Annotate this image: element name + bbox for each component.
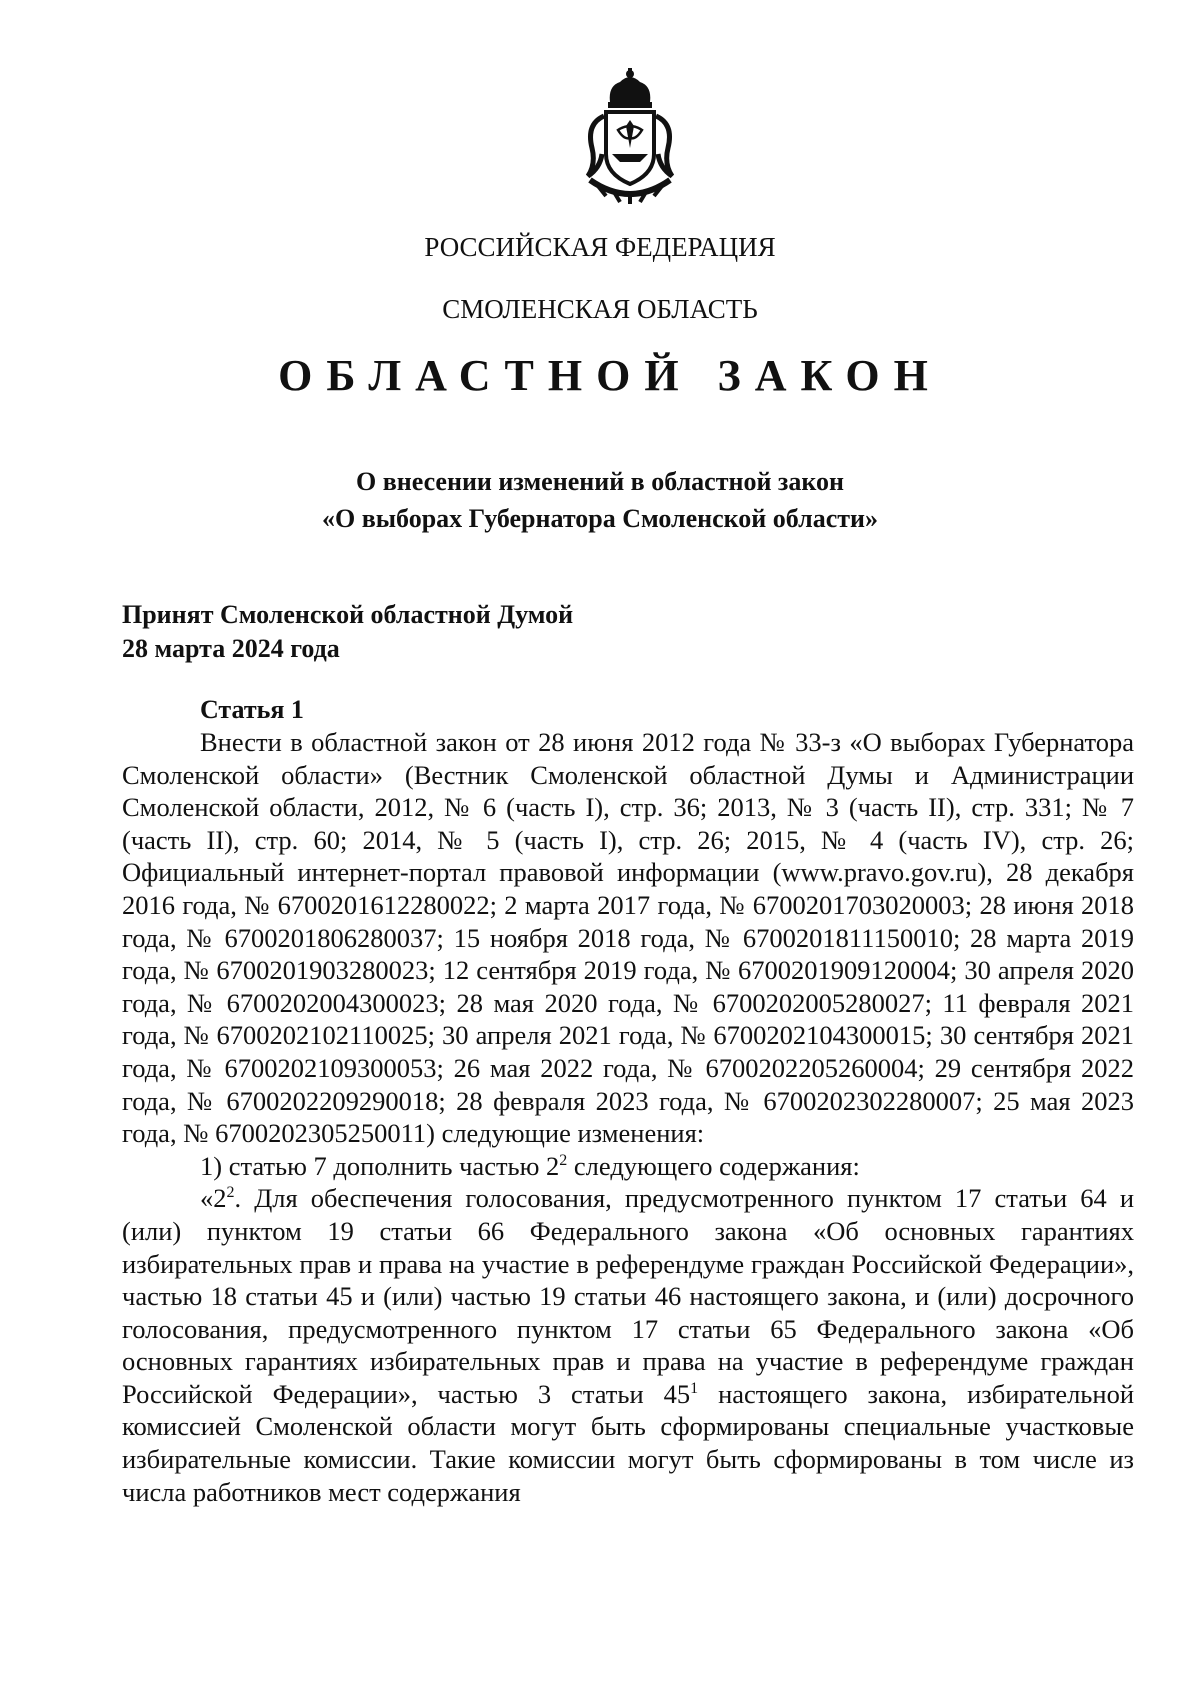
article-paragraph-1: Внести в областной закон от 28 июня 2012 года № 33-з «О выборах Губернатора Смоленской области» (Вестник Смоленской областной Думы и Администрации Смоленской области, 2012, № 6 (часть I), стр. 36; 2013, № 3 (часть II), стр. 331; № 7 (часть II), стр. 60; 2014, № 5 (часть I), стр. 26; 2015, № 4 (часть IV), стр. 26; Официальный интернет-портал правовой информации (www.pravo.gov.ru), 28 декабря 2016 года, № 6700201612280022; 2 марта 2017 года, № 6700201703020003; 28 июня 2018 года, № 6700201806280037; 15 ноября 2018 года, № 6700201811150010; 28 марта 2019 года, № 6700201903280023; 12 сентября 2019 года, № 6700201909120004; 30 апреля 2020 года, № 6700202004300023; 28 мая 2020 года, № 6700202005280027; 11 февраля 2021 года, № 6700202102110025; 30 апреля 2021 года, № 6700202104300015; 30 сентября 2021 года, № 6700202109300053; 26 мая 2022 года, № 6700202205260004; 29 сентября 2022 года, № 6700202209290018; 28 февраля 2023 года, № 6700202302280007; 25 мая 2023 года, № 6700202305250011) следующие изменения: — [122, 727, 1134, 1149]
item-1-end: следующего содержания: — [567, 1150, 860, 1181]
adoption-info — [122, 598, 573, 666]
law-title — [0, 463, 1200, 537]
article-item-1 — [122, 1150, 1134, 1183]
quote-text: . Для обеспечения голосования, предусмотренного пунктом 17 статьи 64 и (или) пунктом 19 статьи 66 Федерального закона «Об основных гарантиях избирательных прав и права на участие в референдуме граждан Российской Федерации», частью 18 статьи 45 и (или) частью 19 статьи 46 настоящего закона, и (или) досрочного голосования, предусмотренного пунктом 17 статьи 65 Федерального закона «Об основных гарантиях избирательных прав и права на участие в референдуме граждан Российской Федерации», частью 3 статьи 45 — [122, 1183, 1134, 1409]
article-heading: Статья 1 — [200, 695, 304, 724]
law-title-line-2: «О выборах Губернатора Смоленской области» — [321, 504, 879, 533]
adoption-body: Принят Смоленской областной Думой — [122, 600, 574, 629]
item-1-text: 1) статью 7 дополнить частью 2 — [200, 1150, 560, 1181]
adoption-date: 28 марта 2024 года — [122, 634, 340, 663]
quote-text-2: настоящего закона, избирательной комиссией Смоленской области могут быть сформированы специальные участковые избирательные комиссии. Такие комиссии могут быть сформированы в том числе из числа работников мест содержания — [122, 1378, 1135, 1507]
smolensk-coat-of-arms-icon — [570, 68, 690, 208]
item-1-superscript: 2 — [559, 1151, 568, 1169]
quote-superscript: 2 — [226, 1184, 235, 1202]
document-type: ОБЛАСТНОЙ ЗАКОН — [278, 351, 942, 400]
region-name: СМОЛЕНСКАЯ ОБЛАСТЬ — [442, 294, 758, 324]
quote-superscript-2: 1 — [690, 1380, 699, 1398]
country-name: РОССИЙСКАЯ ФЕДЕРАЦИЯ — [424, 232, 776, 262]
quote-open: «2 — [200, 1183, 227, 1214]
article-quote-paragraph — [122, 1182, 1134, 1508]
law-title-line-1: О внесении изменений в областной закон — [355, 467, 845, 496]
article-body — [122, 726, 1134, 1508]
